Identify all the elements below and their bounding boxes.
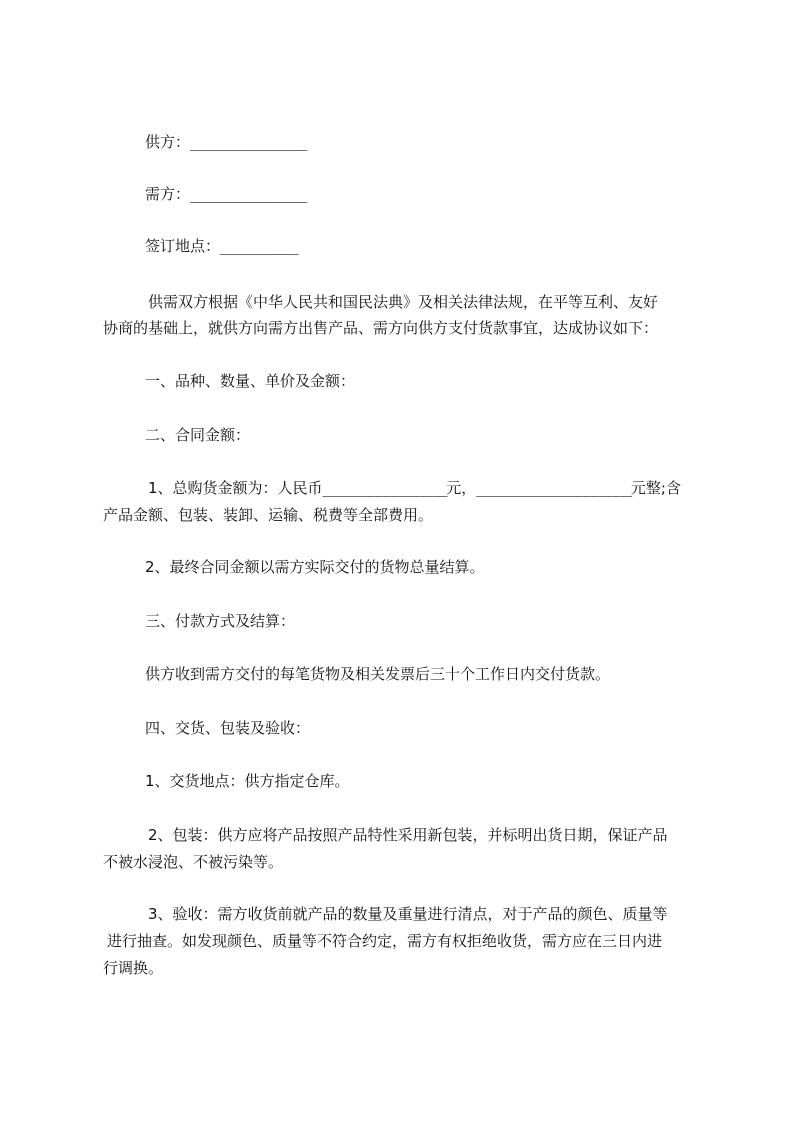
total-amount-prefix: 1、总购货金额为：人民币 <box>148 479 323 497</box>
section2-item1-line1 <box>148 478 748 498</box>
place-blank: __________ <box>220 237 298 255</box>
supplier-line <box>145 132 745 152</box>
section4-item3-line2: 进行抽查。如发现颜色、质量等不符合约定，需方有权拒绝收货，需方应在三日内进 <box>107 932 663 950</box>
buyer-line <box>145 184 745 204</box>
place-line <box>145 236 745 256</box>
buyer-blank: _______________ <box>190 185 306 203</box>
section4-item2-line1: 2、包装：供方应将产品按照产品特性采用新包装，并标明出货日期，保证产品 <box>148 826 668 844</box>
intro-line-1: 供需双方根据《中华人民共和国民法典》及相关法律法规，在平等互利、友好 <box>148 293 659 311</box>
section3-title: 三、付款方式及结算： <box>145 612 296 630</box>
section2-item2: 2、最终合同金额以需方实际交付的货物总量结算。 <box>145 558 485 576</box>
buyer-label: 需方： <box>145 185 191 203</box>
supplier-blank: _______________ <box>190 133 306 151</box>
section4-item3-line1: 3、验收：需方收货前就产品的数量及重量进行清点，对于产品的颜色、质量等 <box>148 905 668 923</box>
section4-item3-line3: 行调换。 <box>103 959 164 977</box>
amount-mid: 元， <box>446 479 477 497</box>
amount-suffix: 元整;含 <box>630 479 681 497</box>
supplier-label: 供方： <box>145 133 191 151</box>
section2-title: 二、合同金额： <box>145 426 251 444</box>
amount-figure-blank: ________________ <box>322 479 447 497</box>
section1-title: 一、品种、数量、单价及金额： <box>145 372 356 390</box>
amount-words-blank: ____________________ <box>476 479 631 497</box>
section3-text: 供方收到需方交付的每笔货物及相关发票后三十个工作日内交付货款。 <box>145 665 611 683</box>
intro-line-2: 协商的基础上，就供方向需方出售产品、需方向供方支付货款事宜，达成协议如下： <box>103 319 659 337</box>
place-label: 签订地点： <box>145 237 221 255</box>
section4-item2-line2: 不被水浸泡、不被污染等。 <box>103 853 284 871</box>
section4-item1: 1、交货地点：供方指定仓库。 <box>145 772 350 790</box>
section2-item1-line2: 产品金额、包装、装卸、运输、税费等全部费用。 <box>103 506 434 524</box>
section4-title: 四、交货、包装及验收： <box>145 719 311 737</box>
